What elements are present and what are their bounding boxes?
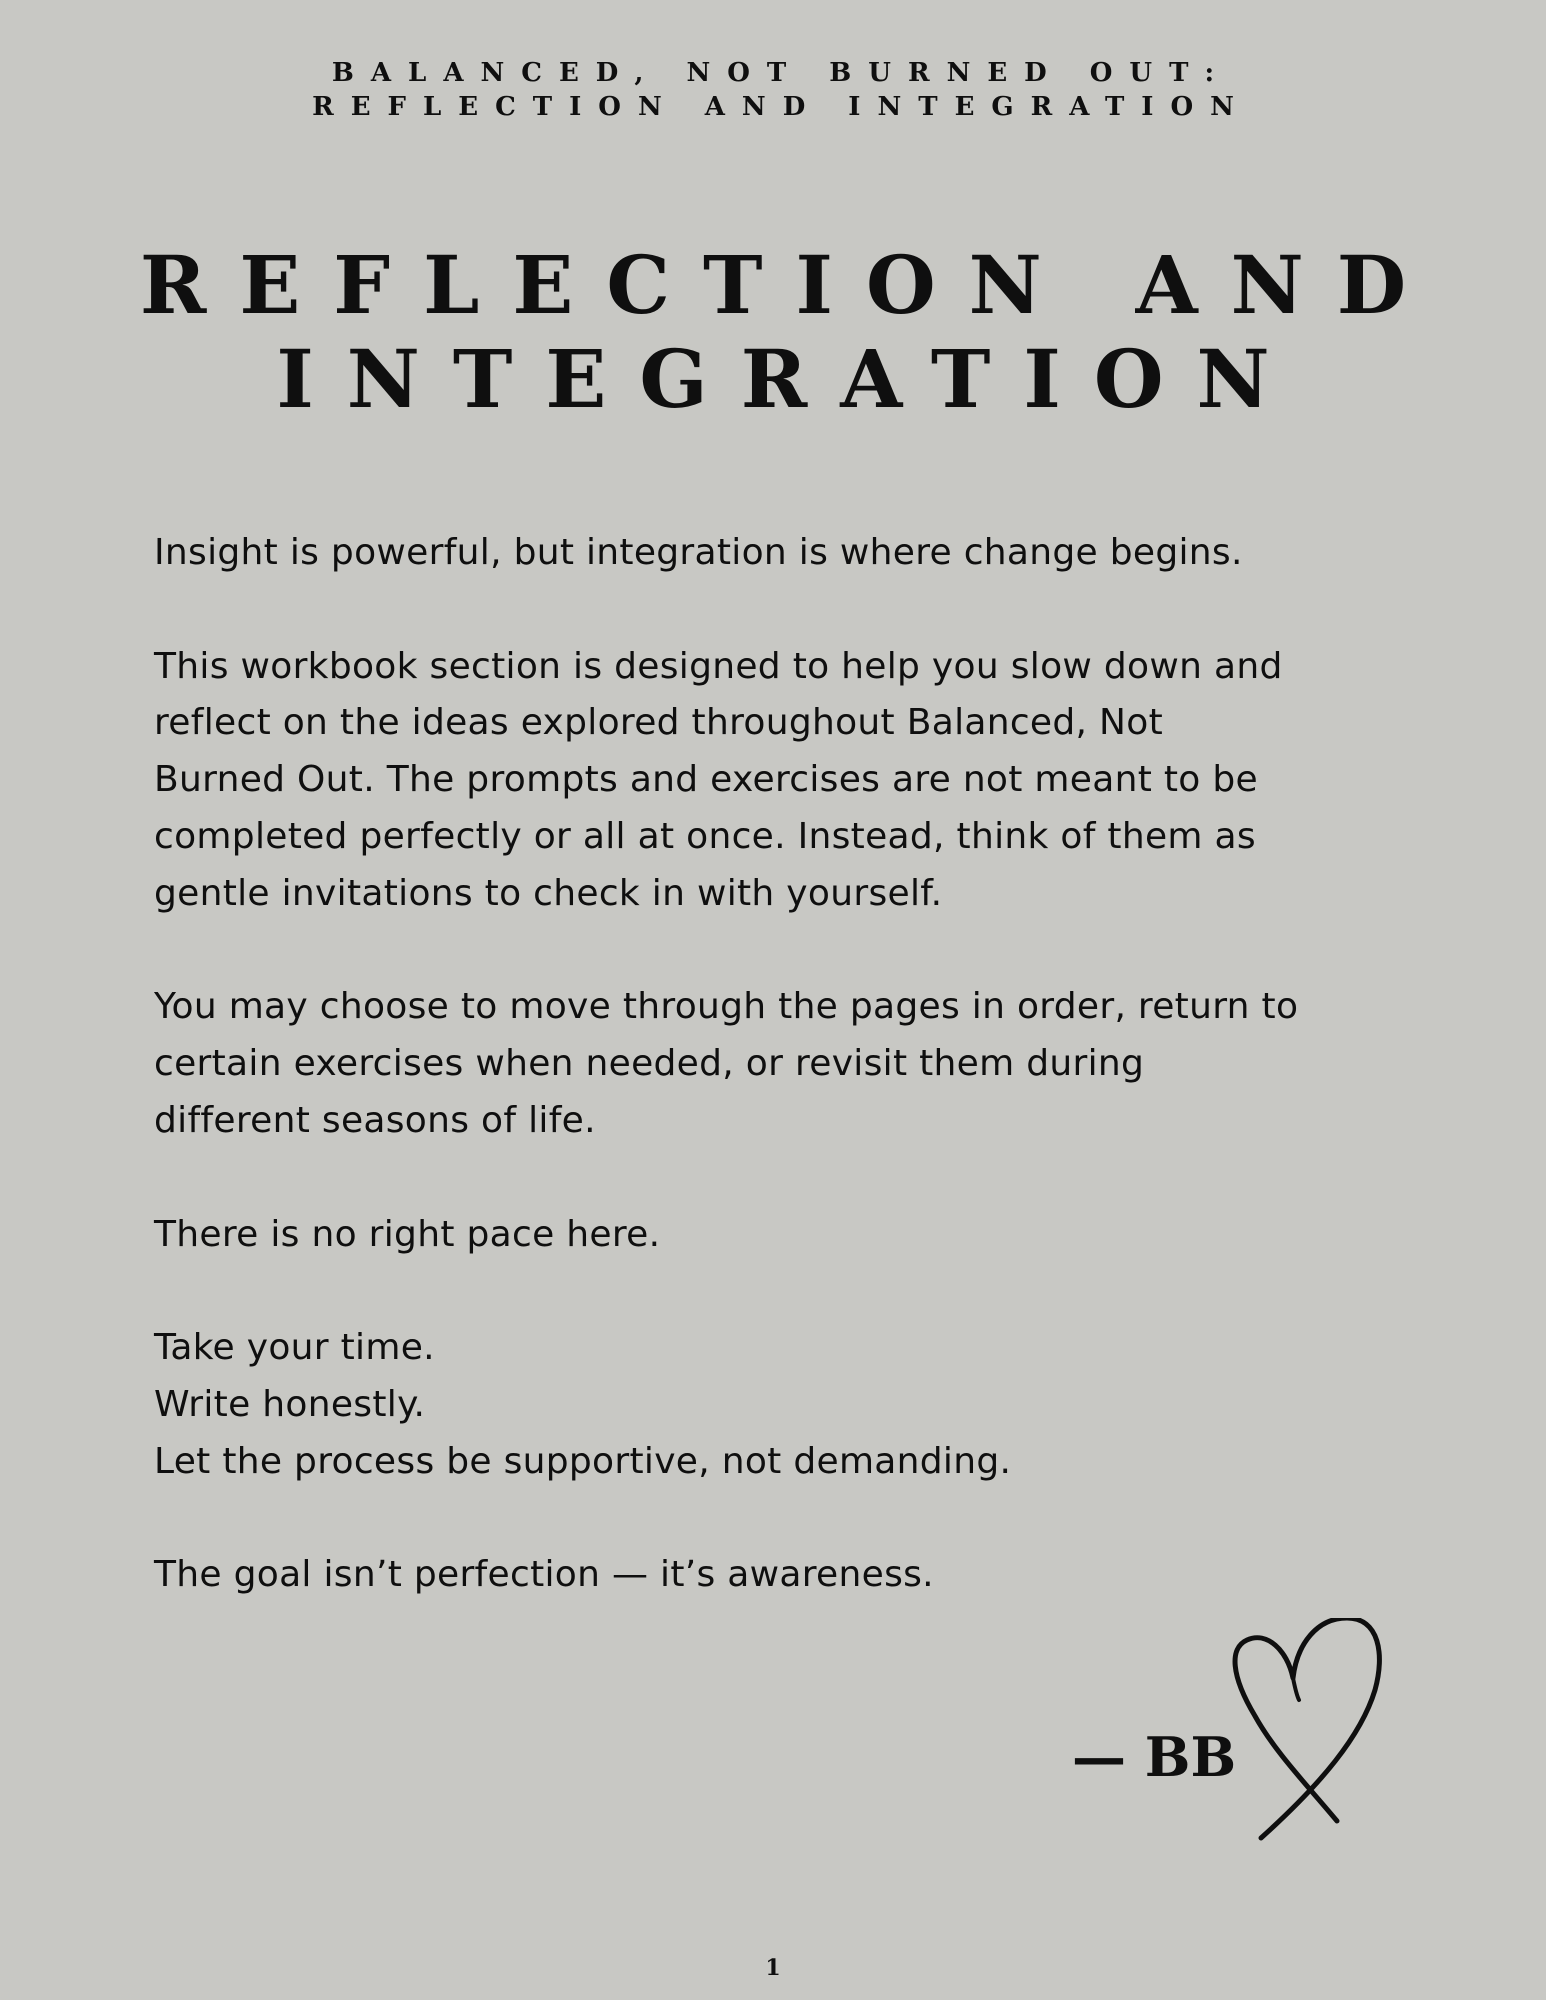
paragraph-pace	[154, 1207, 1414, 1264]
text-line: This workbook section is designed to help you slow down and	[154, 645, 1283, 687]
body-text	[154, 525, 1414, 1661]
text-line: You may choose to move through the pages in order, return to	[154, 986, 1299, 1028]
page-number: 1	[765, 1955, 781, 1981]
text-line: Insight is powerful, but integration is where change begins.	[154, 532, 1243, 573]
running-header-line-2: REFLECTION AND INTEGRATION	[312, 92, 1251, 122]
text-line: There is no right pace here.	[154, 1213, 661, 1255]
running-header-line-1: BALANCED, NOT BURNED OUT:	[331, 58, 1232, 88]
running-header	[0, 56, 1546, 124]
paragraph-how-to-use	[154, 979, 1414, 1149]
text-line: completed perfectly or all at once. Instead, think of them as	[154, 815, 1256, 857]
page-title-line-1: REFLECTION AND	[139, 238, 1440, 332]
paragraph-goal	[154, 1547, 1414, 1604]
text-line: certain exercises when needed, or revisit them during	[154, 1043, 1145, 1085]
paragraph-intro	[154, 525, 1414, 582]
text-line: gentle invitations to check in with yourself.	[154, 872, 943, 914]
signature: — BB	[1072, 1725, 1237, 1789]
text-line: reflect on the ideas explored throughout Balanced, Not	[154, 702, 1163, 744]
page-title-line-2: INTEGRATION	[276, 332, 1303, 426]
heart-icon	[1225, 1618, 1385, 1848]
text-line: Let the process be supportive, not demanding.	[154, 1440, 1012, 1482]
text-line: Take your time.	[154, 1327, 435, 1369]
page-title	[0, 238, 1546, 426]
text-line: Write honestly.	[154, 1383, 426, 1425]
text-line: Burned Out. The prompts and exercises are not meant to be	[154, 759, 1258, 801]
text-line: different seasons of life.	[154, 1099, 596, 1141]
paragraph-workbook-purpose	[154, 639, 1414, 923]
paragraph-guidance	[154, 1320, 1414, 1490]
text-line: The goal isn’t perfection — it’s awareness.	[154, 1554, 934, 1596]
